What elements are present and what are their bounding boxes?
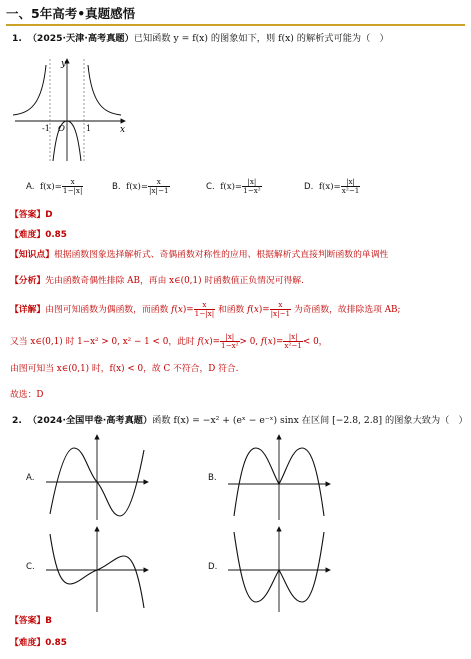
q1-graph-y-label: y	[61, 59, 67, 69]
q1-graph-neg-one: -1	[42, 124, 50, 133]
q1-curve-left	[13, 65, 46, 115]
q1-option-a[interactable]: A. f(x)= $\frac{x}{1-|x|}$	[26, 177, 83, 195]
section-divider	[6, 24, 465, 26]
q2-option-b-label[interactable]: B.	[208, 473, 217, 483]
q2-answer: 【答案】B	[10, 616, 52, 626]
q2-stem-line	[12, 414, 468, 428]
q2-graph-a[interactable]	[42, 432, 152, 522]
q1-detail-line-1: 【详解】由图可知函数为偶函数，而函数 f(x)= $\frac{x}{1-|x|}$ 和函数 f(x)= $\frac{x}{|x|-1}$ 为奇函数，故排除选项 AB;	[10, 300, 401, 318]
q1-knowledge: 【知识点】根据函数图象选择解析式、奇偶函数对称性的应用、根据解析式直接判断函数的单调性	[10, 250, 389, 260]
q2-graph-c[interactable]	[42, 524, 152, 614]
q2-source: （2024·全国甲卷·高考真题）	[27, 415, 153, 426]
q1-graph-origin: O	[58, 124, 65, 134]
q2-number: 2.	[12, 415, 22, 426]
q1-graph-pos-one: 1	[86, 124, 92, 133]
q2-option-a-label[interactable]: A.	[26, 473, 35, 483]
q1-detail-line-4: 故选：D	[10, 390, 44, 400]
q1-option-b[interactable]: B. f(x)= $\frac{x}{|x|-1}$	[112, 177, 169, 195]
q1-detail-line-2: 又当 x∈(0,1) 时 1−x² > 0, x² − 1 < 0，此时 f(x)= $\frac{|x|}{\text{1−x²}}$ > 0, f(x)= $\frac{|x|}{\text{x²−1}}$ < 0，	[10, 332, 328, 350]
q2-difficulty: 【难度】0.85	[10, 638, 67, 648]
q1-detail-line-3: 由图可知当 x∈(0,1) 时，f(x) < 0，故 C 不符合，D 符合.	[10, 364, 239, 374]
q1-analysis: 【分析】先由函数奇偶性排除 AB，再由 x∈(0,1) 时函数值正负情况可得解.	[10, 276, 304, 286]
q1-answer: 【答案】D	[10, 210, 53, 220]
q1-graph	[10, 55, 135, 165]
q1-source: （2025·天津·高考真题）	[27, 33, 134, 44]
q1-option-c[interactable]: C. f(x)= $\frac{|x|}{\text{1−x²}}$	[206, 177, 261, 195]
q1-stem: 已知函数 y = f(x) 的图象如下，则 f(x) 的解析式可能为（ ）	[133, 33, 389, 44]
q1-graph-x-label: x	[120, 125, 126, 135]
q2-option-c-label[interactable]: C.	[26, 562, 35, 572]
q2-graph-d[interactable]	[224, 524, 334, 614]
q1-difficulty: 【难度】0.85	[10, 230, 67, 240]
q1-stem-line	[12, 32, 389, 46]
q1-number: 1.	[12, 33, 22, 44]
q1-curve-right	[88, 65, 121, 115]
q2-stem: 函数 f(x) = −x² + (eˣ − e⁻ˣ) sinx 在区间 [−2.8, 2.8] 的图象大致为（ ）	[152, 415, 468, 426]
section-title: 一、5年高考•真题感悟	[6, 6, 136, 21]
q2-option-d-label[interactable]: D.	[208, 562, 218, 572]
q2-graph-b[interactable]	[224, 432, 334, 522]
q1-option-d[interactable]: D. f(x)= $\frac{|x|}{\text{x²−1}}$	[304, 177, 360, 195]
